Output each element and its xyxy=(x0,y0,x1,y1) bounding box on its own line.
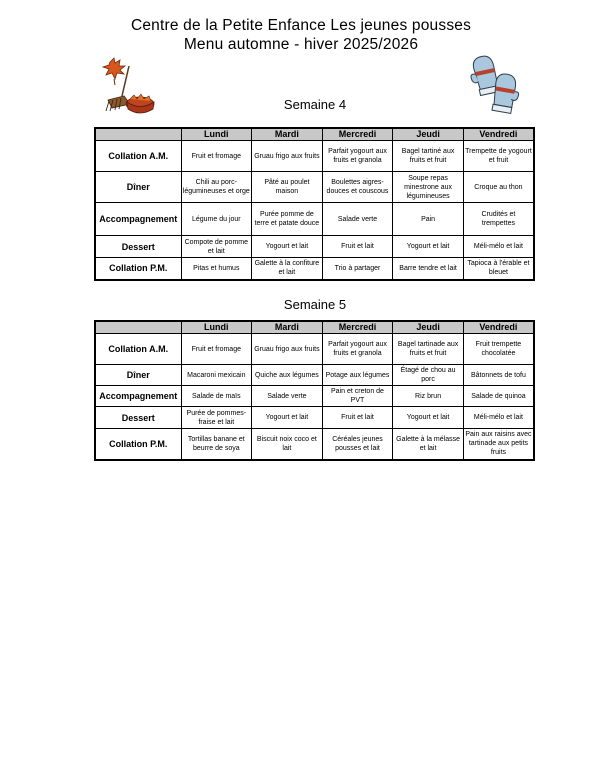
menu-cell: Quiche aux légumes xyxy=(252,365,323,386)
table-header-row xyxy=(95,128,534,141)
menu-cell: Riz brun xyxy=(393,386,464,407)
meal-label: Accompagnement xyxy=(95,386,181,407)
table-row xyxy=(95,172,534,203)
menu-cell: Purée pomme de terre et patate douce xyxy=(252,203,323,236)
table-row xyxy=(95,203,534,236)
menu-cell: Macaroni mexicain xyxy=(181,365,252,386)
day-header: Vendredi xyxy=(463,321,534,334)
menu-cell: Crudités et trempettes xyxy=(463,203,534,236)
day-header: Mardi xyxy=(252,321,323,334)
menu-cell: Fruit et lait xyxy=(322,407,393,429)
meal-label: Collation A.M. xyxy=(95,334,181,365)
menu-cell: Méli-mélo et lait xyxy=(463,236,534,258)
menu-cell: Croque au thon xyxy=(463,172,534,203)
menu-cell: Pain xyxy=(393,203,464,236)
menu-cell: Légume du jour xyxy=(181,203,252,236)
week-4-title: Semaine 4 xyxy=(283,97,347,112)
menu-cell: Salade verte xyxy=(252,386,323,407)
page-subtitle: Menu automne - hiver 2025/2026 xyxy=(183,36,419,53)
day-header: Vendredi xyxy=(463,128,534,141)
week-5-title: Semaine 5 xyxy=(283,297,347,312)
menu-cell: Pitas et humus xyxy=(181,258,252,280)
menu-cell: Salade de maïs xyxy=(181,386,252,407)
week-5-menu-table xyxy=(94,320,535,461)
table-row xyxy=(95,365,534,386)
menu-cell: Boulettes aigres-douces et couscous xyxy=(322,172,393,203)
menu-cell: Fruit et lait xyxy=(322,236,393,258)
meal-label: Dîner xyxy=(95,172,181,203)
table-row xyxy=(95,141,534,172)
menu-cell: Trio à partager xyxy=(322,258,393,280)
menu-cell: Potage aux légumes xyxy=(322,365,393,386)
menu-cell: Biscuit noix coco et lait xyxy=(252,429,323,460)
menu-cell: Pâté au poulet maison xyxy=(252,172,323,203)
table-row xyxy=(95,429,534,460)
menu-cell: Gruau frigo aux fruits xyxy=(252,334,323,365)
menu-cell: Méli-mélo et lait xyxy=(463,407,534,429)
menu-cell: Céréales jeunes pousses et lait xyxy=(322,429,393,460)
corner-cell xyxy=(95,321,181,334)
menu-cell: Pain et creton de PVT xyxy=(322,386,393,407)
menu-cell: Tapioca à l'érable et bleuet xyxy=(463,258,534,280)
menu-cell: Fruit trempette chocolatée xyxy=(463,334,534,365)
day-header: Lundi xyxy=(181,128,252,141)
menu-cell: Bagel tartiné aux fruits et fruit xyxy=(393,141,464,172)
menu-cell: Yogourt et lait xyxy=(252,236,323,258)
menu-cell: Salade verte xyxy=(322,203,393,236)
day-header: Jeudi xyxy=(393,321,464,334)
menu-cell: Tortillas banane et beurre de soya xyxy=(181,429,252,460)
table-row xyxy=(95,236,534,258)
menu-cell: Bagel tartinade aux fruits et fruit xyxy=(393,334,464,365)
menu-cell: Soupe repas minestrone aux légumineuses xyxy=(393,172,464,203)
menu-cell: Barre tendre et lait xyxy=(393,258,464,280)
menu-cell: Bâtonnets de tofu xyxy=(463,365,534,386)
menu-cell: Parfait yogourt aux fruits et granola xyxy=(322,334,393,365)
menu-cell: Yogourt et lait xyxy=(393,407,464,429)
table-row xyxy=(95,407,534,429)
table-header-row xyxy=(95,321,534,334)
table-row xyxy=(95,386,534,407)
menu-cell: Pain aux raisins avec tartinade aux petits fruits xyxy=(463,429,534,460)
menu-cell: Purée de pommes-fraise et lait xyxy=(181,407,252,429)
menu-cell: Parfait yogourt aux fruits et granola xyxy=(322,141,393,172)
table-row xyxy=(95,334,534,365)
meal-label: Accompagnement xyxy=(95,203,181,236)
meal-label: Dessert xyxy=(95,236,181,258)
table-row xyxy=(95,258,534,280)
day-header: Lundi xyxy=(181,321,252,334)
menu-cell: Fruit et fromage xyxy=(181,141,252,172)
day-header: Jeudi xyxy=(393,128,464,141)
menu-cell: Compote de pomme et lait xyxy=(181,236,252,258)
menu-cell: Étagé de chou au porc xyxy=(393,365,464,386)
meal-label: Collation A.M. xyxy=(95,141,181,172)
week-4-menu-table xyxy=(94,127,535,281)
menu-cell: Yogourt et lait xyxy=(252,407,323,429)
corner-cell xyxy=(95,128,181,141)
day-header: Mercredi xyxy=(322,128,393,141)
page-title: Centre de la Petite Enfance Les jeunes pousses xyxy=(130,17,472,34)
menu-cell: Salade de quinoa xyxy=(463,386,534,407)
menu-cell: Galette à la confiture et lait xyxy=(252,258,323,280)
menu-cell: Trempette de yogourt et fruit xyxy=(463,141,534,172)
menu-cell: Galette à la mélasse et lait xyxy=(393,429,464,460)
menu-cell: Chili au porc-légumineuses et orge xyxy=(181,172,252,203)
menu-cell: Fruit et fromage xyxy=(181,334,252,365)
meal-label: Collation P.M. xyxy=(95,429,181,460)
menu-cell: Yogourt et lait xyxy=(393,236,464,258)
meal-label: Collation P.M. xyxy=(95,258,181,280)
day-header: Mardi xyxy=(252,128,323,141)
meal-label: Dîner xyxy=(95,365,181,386)
day-header: Mercredi xyxy=(322,321,393,334)
meal-label: Dessert xyxy=(95,407,181,429)
menu-cell: Gruau frigo aux fruits xyxy=(252,141,323,172)
